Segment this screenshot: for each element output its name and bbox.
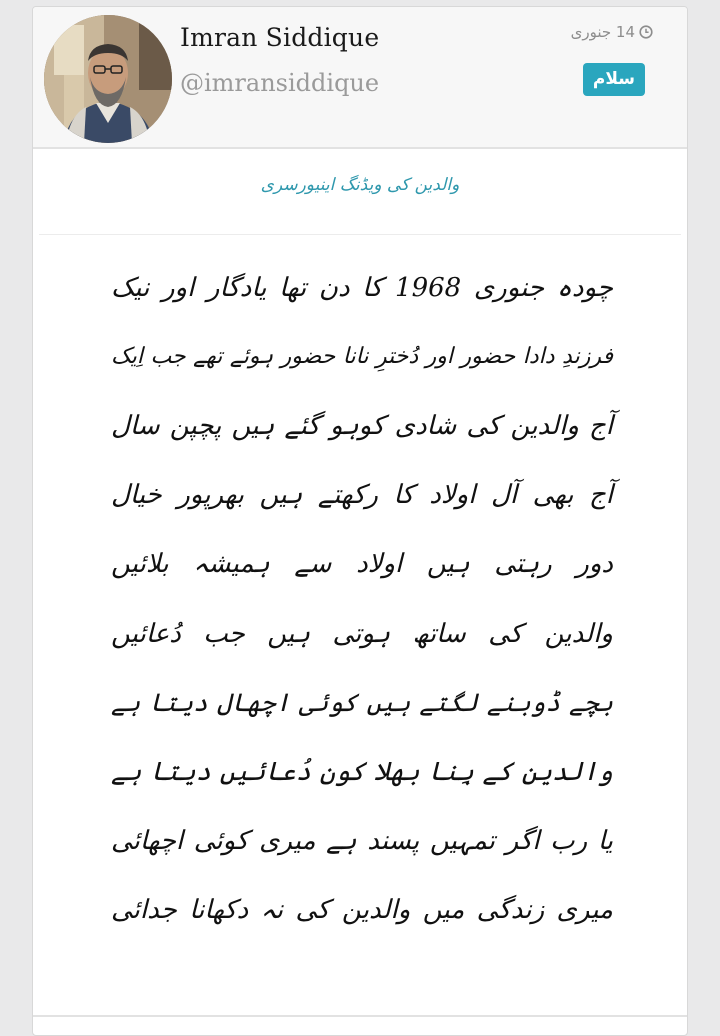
poem-line: بچے ڈوبنے لگتے ہیں کوئی اچھال دیتا ہے: [111, 688, 613, 718]
author-handle[interactable]: @imransiddique: [180, 69, 380, 97]
avatar-image: [44, 15, 172, 143]
date-text: 14 جنوری: [570, 23, 635, 41]
poem-line: یا رب اگر تمہیں پسند ہے میری کوئی اچھائی: [111, 826, 613, 857]
author-name[interactable]: Imran Siddique: [180, 23, 380, 52]
post-card: [32, 6, 688, 1036]
poem-line: والدین کی ساتھ ہوتی ہیں جب دُعائیں: [111, 618, 613, 649]
poem-line: آج والدین کی شادی کوہو گئے ہیں پچپن سال: [111, 410, 613, 441]
poem-line: چودہ جنوری 1968 کا دن تھا یادگار اور نیک: [111, 272, 614, 303]
divider: [39, 234, 681, 235]
avatar[interactable]: [44, 15, 172, 143]
poem-line: دور رہتی ہیں اولاد سے ہمیشہ بلائیں: [111, 549, 613, 580]
poem-line: آج بھی آل اولاد کا رکھتے ہیں بھرپور خیال: [111, 480, 613, 511]
poem-body: [111, 253, 613, 945]
post-date: [571, 23, 653, 41]
salaam-button[interactable]: سلام: [583, 63, 645, 96]
poem-line: والدین کے بِنا بھلا کون دُعائیں دیتا ہے: [111, 756, 613, 787]
poem-line: میری زندگی میں والدین کی نہ دکھانا جدائی: [111, 895, 613, 926]
post-title: والدین کی ویڈنگ اینیورسری: [260, 175, 460, 195]
post-header: [33, 7, 687, 149]
poem-line: فرزندِ دادا حضور اور دُخترِ نانا حضور ہوئے تھے جب اِیک: [111, 344, 613, 370]
footer-divider: [33, 1015, 687, 1017]
clock-icon: [639, 25, 653, 39]
